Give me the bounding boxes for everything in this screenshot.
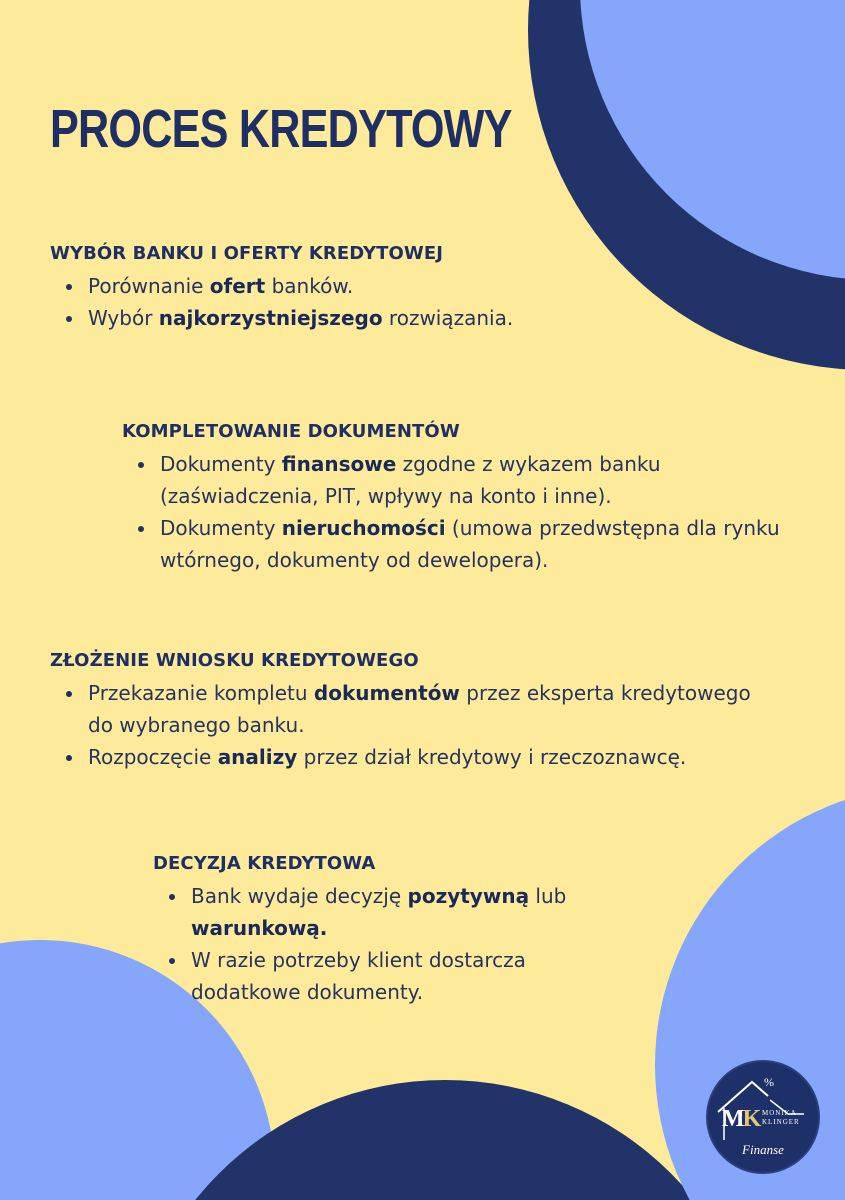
list-item: Dokumenty nieruchomości (umowa przedwstępna dla rynku wtórnego, dokumenty od dewelopera). — [122, 512, 782, 576]
page-title: PROCES KREDYTOWY — [50, 99, 512, 159]
logo-subtitle: Finanse — [742, 1142, 784, 1157]
list-item: Dokumenty finansowe zgodne z wykazem banku (zaświadczenia, PIT, wpływy na konto i inne). — [122, 448, 782, 512]
section-heading: KOMPLETOWANIE DOKUMENTÓW — [122, 421, 460, 442]
section-bank-selection — [50, 243, 513, 334]
section-heading: DECYZJA KREDYTOWA — [153, 853, 376, 874]
section-heading: WYBÓR BANKU I OFERTY KREDYTOWEJ — [50, 243, 444, 264]
list-item: Rozpoczęcie analizy przez dział kredytowy i rzeczoznawcę. — [50, 741, 770, 773]
bullet-list — [122, 448, 782, 576]
list-item: Bank wydaje decyzję pozytywną lub warunkową. — [153, 880, 623, 944]
bullet-list — [50, 270, 513, 334]
logo-monogram: MK — [722, 1106, 760, 1132]
bullet-list — [153, 880, 623, 1008]
percent-sign: % — [764, 1075, 774, 1089]
section-decision — [153, 853, 623, 1008]
section-application — [50, 650, 770, 773]
section-heading: ZŁOŻENIE WNIOSKU KREDYTOWEGO — [50, 650, 419, 671]
list-item: Przekazanie kompletu dokumentów przez eksperta kredytowego do wybranego banku. — [50, 677, 770, 741]
list-item: Porównanie ofert banków. — [50, 270, 513, 302]
bullet-list — [50, 677, 770, 773]
company-logo — [706, 1060, 820, 1174]
section-documents — [122, 421, 782, 576]
logo-name: MONIKA KLINGER — [762, 1109, 800, 1126]
list-item: Wybór najkorzystniejszego rozwiązania. — [50, 302, 513, 334]
list-item: W razie potrzeby klient dostarcza dodatkowe dokumenty. — [153, 944, 623, 1008]
